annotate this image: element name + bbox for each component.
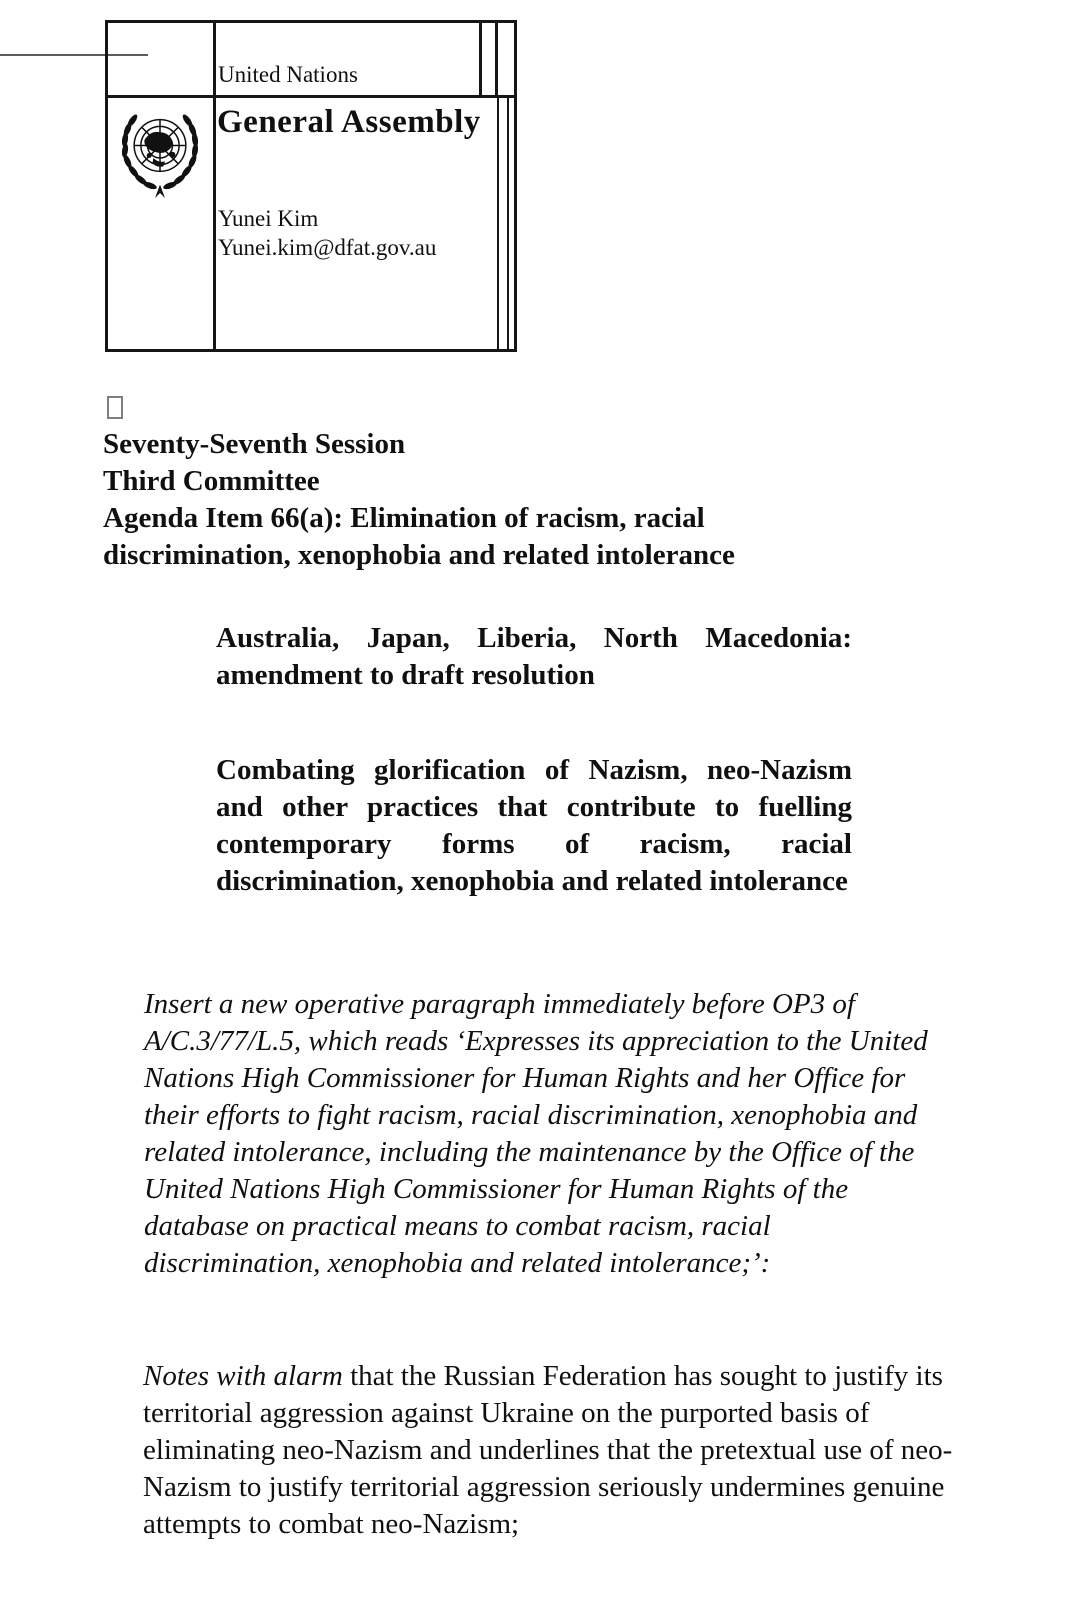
- contact-email: Yunei.kim@dfat.gov.au: [218, 235, 437, 260]
- header-row-divider: [105, 95, 517, 98]
- agenda-item-line: Agenda Item 66(a): Elimination of racism, racial discrimination, xenophobia and related intolerance: [103, 502, 735, 571]
- operative-lead: Notes with alarm: [143, 1360, 343, 1392]
- un-emblem-icon: [110, 106, 210, 200]
- session-line: Seventy-Seventh Session: [103, 428, 406, 460]
- header-grid-line: [497, 95, 499, 352]
- operative-body: that the Russian Federation has sought to justify its territorial aggression against Ukraine on the purported basis of eliminating neo-Nazism and underlines that the pretextual use of neo-Nazism to justify territorial aggression seriously undermines genuine attempts to combat neo-Nazism;: [143, 1360, 953, 1540]
- missing-glyph-box: [107, 396, 123, 419]
- assembly-title: General Assembly: [217, 104, 481, 140]
- amendment-instruction: Insert a new operative paragraph immediately before OP3 of A/C.3/77/L.5, which reads ‘Expresses its appreciation to the United Nations High Commissioner for Human Rights and her Office for their efforts to fight racism, racial discrimination, xenophobia and related intolerance, including the maintenance by the Office of the United Nations High Commissioner for Human Rights of the database on practical means to combat racism, racial discrimination, xenophobia and related intolerance;’:: [144, 988, 928, 1279]
- contact-name: Yunei Kim: [218, 206, 319, 231]
- header-grid-line: [507, 95, 509, 352]
- header-grid-line: [495, 20, 498, 98]
- org-name: United Nations: [218, 62, 358, 87]
- committee-line: Third Committee: [103, 465, 320, 497]
- resolution-title: Combating glorification of Nazism, neo-Nazism and other practices that contribute to fuelling contemporary forms of racism, racial discrimination, xenophobia and related intolerance: [216, 754, 852, 897]
- operative-paragraph: [143, 1358, 961, 1543]
- session-block: [103, 426, 815, 574]
- contact-block: [218, 204, 436, 262]
- header-column-divider: [213, 20, 216, 352]
- header-box: [105, 20, 517, 352]
- header-grid-line: [479, 20, 482, 98]
- sponsors-paragraph: Australia, Japan, Liberia, North Macedonia: amendment to draft resolution: [216, 622, 852, 691]
